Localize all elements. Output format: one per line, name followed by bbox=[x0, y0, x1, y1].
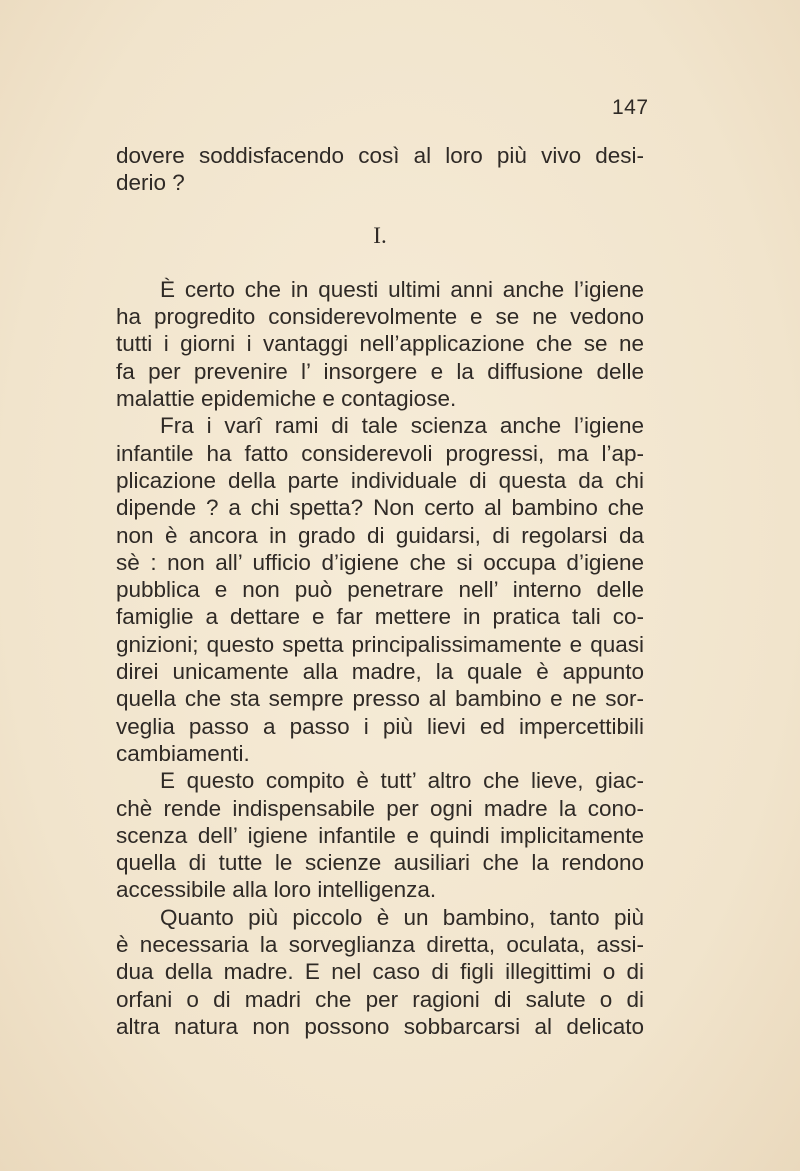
page-number: 147 bbox=[612, 96, 649, 119]
text-line: infantile ha fatto considerevoli progressi, ma l’ap- bbox=[116, 440, 644, 466]
text-line: cambiamenti. bbox=[116, 740, 250, 766]
text-line: ha progredito considerevolmente e se ne vedono bbox=[116, 304, 644, 330]
text-line: gnizioni; questo spetta principalissimamente e quasi bbox=[116, 631, 644, 657]
text-line: altra natura non possono sobbarcarsi al delicato bbox=[116, 1013, 644, 1039]
text-line: dua della madre. E nel caso di figli illegittimi o di bbox=[116, 959, 644, 985]
text-line: famiglie a dettare e far mettere in pratica tali co- bbox=[116, 604, 644, 630]
text-line: chè rende indispensabile per ogni madre la cono- bbox=[116, 795, 644, 821]
text-line: veglia passo a passo i più lievi ed impercettibili bbox=[116, 713, 644, 739]
text-line: sè : non all’ ufficio d’igiene che si occupa d’igiene bbox=[116, 549, 644, 575]
text-line: Fra i varî rami di tale scienza anche l’igiene bbox=[160, 413, 644, 439]
text-line: fa per prevenire l’ insorgere e la diffusione delle bbox=[116, 358, 644, 384]
paragraph-3 bbox=[116, 767, 644, 903]
text-line: quella di tutte le scienze ausiliari che la rendono bbox=[116, 850, 644, 876]
text-line: accessibile alla loro intelligenza. bbox=[116, 877, 437, 903]
text-line: dipende ? a chi spetta? Non certo al bambino che bbox=[116, 495, 644, 521]
body-text bbox=[116, 142, 644, 1040]
section-heading: I. bbox=[373, 222, 387, 248]
text-line: quella che sta sempre presso al bambino e ne sor- bbox=[116, 686, 644, 712]
text-line: derio ? bbox=[116, 170, 185, 196]
text-line: tutti i giorni i vantaggi nell’applicazione che se ne bbox=[116, 331, 644, 357]
opening-fragment bbox=[116, 142, 644, 197]
paragraph-2 bbox=[116, 412, 644, 767]
text-line: direi unicamente alla madre, la quale è appunto bbox=[116, 659, 644, 685]
text-line: malattie epidemiche e contagiose. bbox=[116, 386, 457, 412]
text-line: E questo compito è tutt’ altro che lieve, giac- bbox=[160, 768, 644, 794]
paragraph-1 bbox=[116, 276, 644, 412]
paragraph-4 bbox=[116, 904, 644, 1040]
text-line: orfani o di madri che per ragioni di salute o di bbox=[116, 986, 644, 1012]
text-line: è necessaria la sorveglianza diretta, oculata, assi- bbox=[116, 932, 644, 958]
text-line: pubblica e non può penetrare nell’ interno delle bbox=[116, 577, 644, 603]
text-line: dovere soddisfacendo così al loro più vivo desi- bbox=[116, 143, 644, 168]
text-line: Quanto più piccolo è un bambino, tanto più bbox=[160, 904, 644, 930]
text-line: È certo che in questi ultimi anni anche l’igiene bbox=[160, 276, 644, 302]
text-line: plicazione della parte individuale di questa da chi bbox=[116, 467, 644, 493]
text-line: scenza dell’ igiene infantile e quindi implicitamente bbox=[116, 822, 644, 848]
text-line: non è ancora in grado di guidarsi, di regolarsi da bbox=[116, 522, 644, 548]
